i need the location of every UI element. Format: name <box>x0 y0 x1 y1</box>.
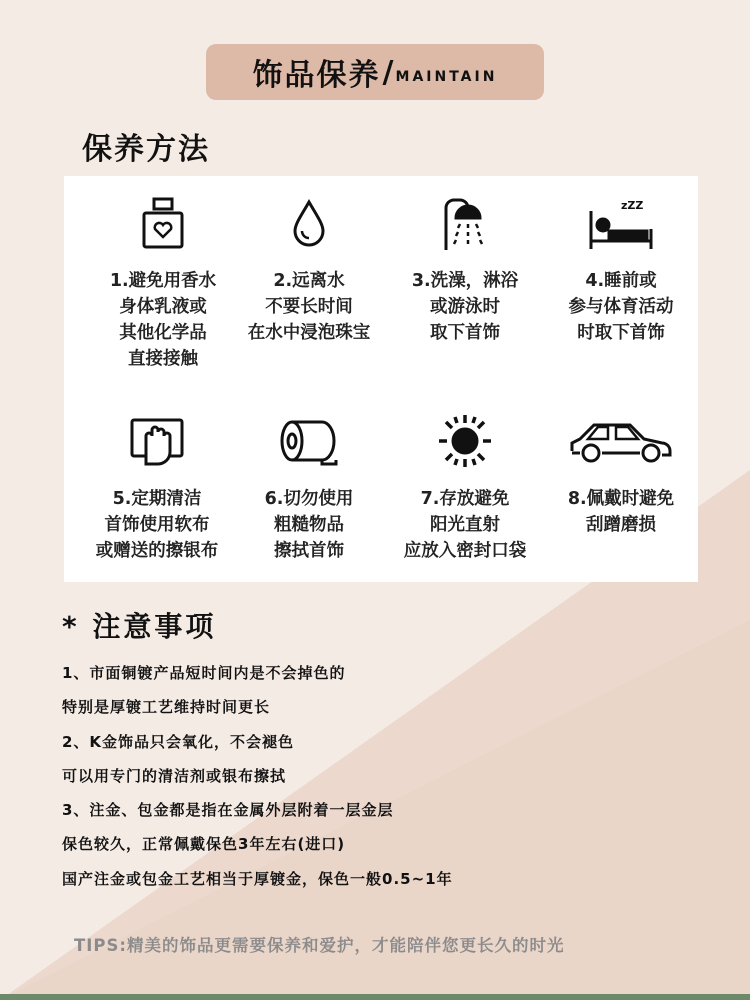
tips-footer: TIPS:精美的饰品更需要保养和爱护，才能陪伴您更长久的时光 <box>74 936 565 955</box>
title-chinese: 饰品保养 <box>252 58 381 93</box>
bottom-accent-bar <box>0 994 750 1000</box>
method-6-line-2: 粗糙物品 <box>274 515 344 535</box>
sun-icon <box>386 408 544 474</box>
note-line-5: 3、注金、包金都是指在金属外层附着一层金层 <box>62 801 394 820</box>
method-1-line-4: 直接接触 <box>128 349 198 369</box>
method-7-line-3: 应放入密封口袋 <box>403 541 527 561</box>
note-line-1: 1、市面铜镀产品短时间内是不会掉色的 <box>62 664 346 682</box>
svg-text:zZZ: zZZ <box>621 199 644 212</box>
method-item-8 <box>542 408 700 538</box>
method-1-line-1: 1.避免用香水 <box>109 271 217 291</box>
method-item-7 <box>386 408 544 564</box>
method-2-line-3: 在水中浸泡珠宝 <box>247 323 371 343</box>
method-5-line-1: 5.定期清洁 <box>112 489 202 509</box>
note-line-6: 保色较久，正常佩戴保色3年左右(进口) <box>62 835 346 854</box>
care-methods-card <box>64 176 698 582</box>
method-2-line-1: 2.远离水 <box>273 271 345 291</box>
method-item-3 <box>386 190 544 346</box>
notes-list <box>62 658 702 898</box>
method-5-line-2: 首饰使用软布 <box>104 515 210 535</box>
method-3-line-3: 取下首饰 <box>430 323 500 343</box>
care-methods-heading: 保养方法 <box>82 132 210 167</box>
sleeping-in-bed-icon <box>542 190 700 256</box>
method-6-line-3: 擦拭首饰 <box>274 541 344 561</box>
method-1-line-2: 身体乳液或 <box>119 297 207 317</box>
method-8-line-1: 8.佩戴时避免 <box>567 489 675 509</box>
title-banner <box>206 44 544 100</box>
method-6-line-1: 6.切勿使用 <box>264 489 354 509</box>
method-4-line-3: 时取下首饰 <box>577 323 665 343</box>
method-item-2 <box>230 190 388 346</box>
note-line-4: 可以用专门的清洁剂或银布擦拭 <box>62 766 287 785</box>
method-item-1 <box>84 190 242 372</box>
title-english: MAINTAIN <box>395 69 498 85</box>
method-3-line-1: 3.洗澡，淋浴 <box>411 271 519 291</box>
method-4-line-2: 参与体育活动 <box>568 297 674 317</box>
shower-icon <box>386 190 544 256</box>
method-2-line-2: 不要长时间 <box>265 297 353 317</box>
method-item-6 <box>230 408 388 564</box>
note-line-3: 2、K金饰品只会氧化，不会褪色 <box>62 732 295 751</box>
method-8-line-2: 刮蹭磨损 <box>586 515 656 535</box>
note-line-2: 特别是厚镀工艺维持时间更长 <box>62 698 271 717</box>
hand-wiping-cloth-icon <box>78 408 236 474</box>
method-3-line-2: 或游泳时 <box>430 297 500 317</box>
notes-heading: * 注意事项 <box>62 610 217 643</box>
paper-roll-icon <box>230 408 388 474</box>
note-line-7: 国产注金或包金工艺相当于厚镀金，保色一般0.5~1年 <box>62 869 453 888</box>
method-item-5 <box>78 408 236 564</box>
method-4-line-1: 4.睡前或 <box>585 271 657 291</box>
method-7-line-1: 7.存放避免 <box>420 489 510 509</box>
perfume-bottle-icon <box>84 190 242 256</box>
method-7-line-2: 阳光直射 <box>430 515 500 535</box>
title-slash: / <box>382 54 394 90</box>
method-5-line-3: 或赠送的擦银布 <box>95 541 219 561</box>
method-item-4 <box>542 190 700 346</box>
water-drop-icon <box>230 190 388 256</box>
car-icon <box>542 408 700 474</box>
method-1-line-3: 其他化学品 <box>119 323 207 343</box>
